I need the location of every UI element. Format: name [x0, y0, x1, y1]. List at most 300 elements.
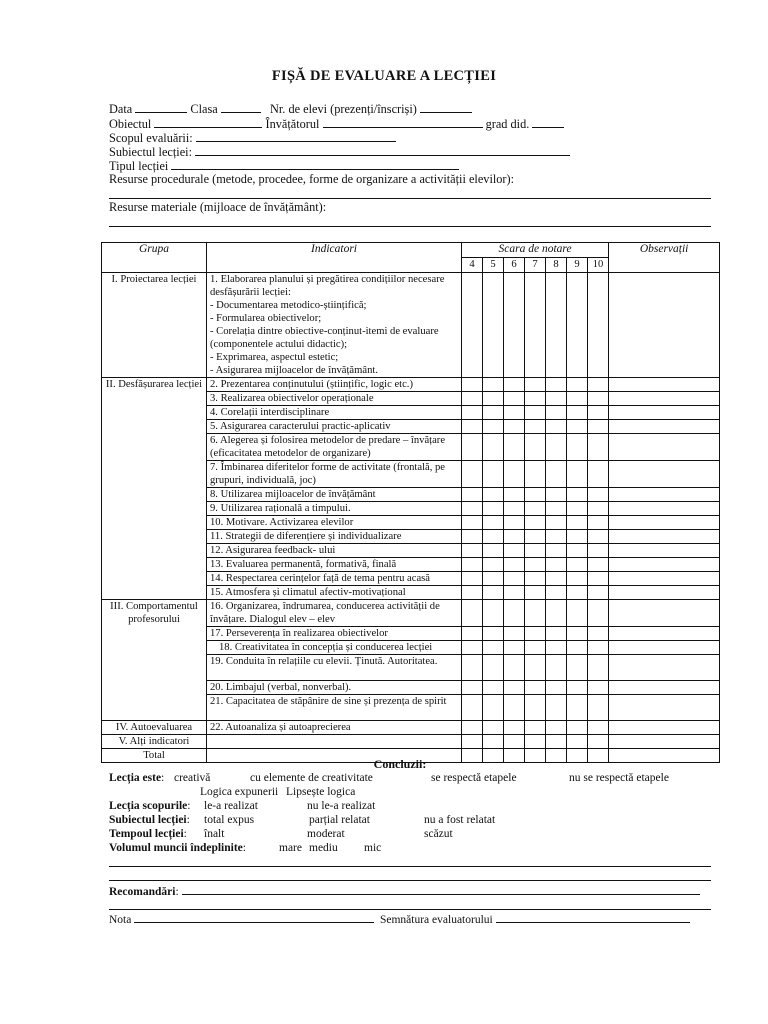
score-cell[interactable] [525, 641, 546, 655]
indicator-line: 1. Elaborarea planului și pregătirea condițiilor necesare desfășurării lecției: [210, 274, 445, 298]
score-cell[interactable] [462, 681, 483, 695]
score-cell[interactable] [504, 434, 525, 461]
score-cell[interactable] [546, 655, 567, 681]
opt-nu-se-respecta[interactable]: nu se respectă etapele [569, 772, 669, 784]
grad-label: grad did. [485, 117, 530, 131]
indicator-cell: 18. Creativitatea în concepția și conducerea lecției [207, 641, 462, 655]
score-cell[interactable] [567, 627, 588, 641]
score-cell[interactable] [525, 558, 546, 572]
observatii-cell[interactable] [609, 544, 720, 558]
score-cell[interactable] [504, 681, 525, 695]
group-cell: I. Proiectarea lecției [102, 273, 207, 378]
group-cell: IV. Autoevaluarea [102, 721, 207, 735]
observatii-cell[interactable] [609, 392, 720, 406]
indicator-cell: 22. Autoanaliza și autoaprecierea [207, 721, 462, 735]
score-cell[interactable] [483, 572, 504, 586]
group-cell: III. Comportamentul profesorului [102, 600, 207, 721]
score-cell[interactable] [588, 544, 609, 558]
observatii-cell[interactable] [609, 434, 720, 461]
score-cell[interactable] [525, 502, 546, 516]
obiectul-field[interactable] [154, 116, 262, 128]
score-cell[interactable] [588, 392, 609, 406]
score-cell[interactable] [462, 721, 483, 735]
semnatura-field[interactable] [496, 911, 690, 923]
opt-se-respecta[interactable]: se respectă etapele [431, 772, 517, 784]
score-cell[interactable] [462, 516, 483, 530]
observatii-cell[interactable] [609, 681, 720, 695]
score-cell[interactable] [462, 735, 483, 749]
subiectul-concl-label: Subiectul lecției [109, 814, 187, 826]
score-cell[interactable] [504, 461, 525, 488]
score-cell[interactable] [504, 655, 525, 681]
score-cell[interactable] [504, 502, 525, 516]
score-cell[interactable] [504, 600, 525, 627]
conclusions-title: Concluzii: [373, 757, 427, 771]
observatii-cell[interactable] [609, 502, 720, 516]
data-label: Data [109, 102, 133, 116]
score-cell[interactable] [483, 273, 504, 378]
scopurile-label: Lecția scopurile [109, 800, 188, 812]
indicator-line: - Asigurarea mijloacelor de învățământ. [210, 365, 378, 376]
score-cell[interactable] [588, 558, 609, 572]
score-cell[interactable] [588, 681, 609, 695]
col-observatii-header: Observații [609, 243, 720, 273]
lectia-este-label: Lecția este [109, 772, 162, 784]
scopurile-row: Lecția scopurile: le-a realizat nu le-a realizat [109, 800, 376, 812]
score-cell[interactable] [483, 627, 504, 641]
score-cell[interactable] [567, 558, 588, 572]
score-cell[interactable] [567, 586, 588, 600]
opt-nu-le-a-realizat[interactable]: nu le-a realizat [307, 800, 376, 812]
score-cell[interactable] [525, 721, 546, 735]
opt-mic[interactable]: mic [364, 842, 382, 854]
indicator-line: - Documentarea metodico-științifică; [210, 300, 367, 311]
score-cell[interactable] [462, 544, 483, 558]
subiectul-label: Subiectul lecției: [109, 145, 192, 159]
score-cell[interactable] [546, 627, 567, 641]
observatii-cell[interactable] [609, 641, 720, 655]
table-header-row [102, 243, 720, 258]
score-cell[interactable] [462, 434, 483, 461]
score-cell[interactable] [588, 721, 609, 735]
scale-8: 8 [546, 258, 567, 273]
score-cell[interactable] [504, 420, 525, 434]
score-cell[interactable] [567, 530, 588, 544]
opt-moderat[interactable]: moderat [307, 828, 345, 840]
score-cell[interactable] [567, 641, 588, 655]
score-cell[interactable] [483, 516, 504, 530]
score-cell[interactable] [462, 420, 483, 434]
resurse-proc-label: Resurse procedurale (metode, procedee, forme de organizare a activității elevilor): [109, 172, 515, 186]
score-cell[interactable] [483, 488, 504, 502]
indicator-cell: 5. Asigurarea caracterului practic-aplicativ [207, 420, 462, 434]
indicator-cell [207, 273, 462, 378]
score-cell[interactable] [525, 735, 546, 749]
score-cell[interactable] [483, 406, 504, 420]
score-cell[interactable] [525, 461, 546, 488]
observatii-cell[interactable] [609, 273, 720, 378]
observatii-cell[interactable] [609, 516, 720, 530]
tipul-field[interactable] [171, 158, 459, 170]
indicator-cell: 15. Atmosfera și climatul afectiv-motivațional [207, 586, 462, 600]
table-row [102, 273, 720, 378]
col-grupa-header: Grupa [102, 243, 207, 273]
score-cell[interactable] [462, 406, 483, 420]
opt-cu-elemente[interactable]: cu elemente de creativitate [250, 772, 373, 784]
score-cell[interactable] [567, 273, 588, 378]
score-cell[interactable] [504, 392, 525, 406]
score-cell[interactable] [588, 641, 609, 655]
grad-field[interactable] [532, 116, 564, 128]
table-row [102, 378, 720, 392]
scale-7: 7 [525, 258, 546, 273]
opt-lipseste-logica[interactable]: Lipsește logica [286, 786, 356, 798]
invatatorul-field[interactable] [323, 116, 483, 128]
score-cell[interactable] [588, 461, 609, 488]
score-cell[interactable] [567, 488, 588, 502]
tempoul-label: Tempoul lecției [109, 828, 184, 840]
score-cell[interactable] [567, 695, 588, 721]
score-cell[interactable] [462, 600, 483, 627]
nota-field[interactable] [134, 911, 374, 923]
score-cell[interactable] [546, 695, 567, 721]
observatii-cell[interactable] [609, 735, 720, 749]
score-cell[interactable] [588, 586, 609, 600]
indicator-cell: 14. Respectarea cerințelor față de tema pentru acasă [207, 572, 462, 586]
nota-label: Nota [109, 914, 132, 926]
score-cell[interactable] [483, 392, 504, 406]
score-cell[interactable] [462, 530, 483, 544]
score-cell[interactable] [588, 273, 609, 378]
resurse-mat-label: Resurse materiale (mijloace de învățământ): [109, 200, 327, 214]
indicator-cell: 11. Strategii de diferențiere și individualizare [207, 530, 462, 544]
tipul-label: Tipul lecției [109, 159, 169, 173]
observatii-cell[interactable] [609, 420, 720, 434]
score-cell[interactable] [588, 627, 609, 641]
score-cell[interactable] [504, 516, 525, 530]
observatii-cell[interactable] [609, 530, 720, 544]
observatii-cell[interactable] [609, 558, 720, 572]
score-cell[interactable] [588, 516, 609, 530]
score-cell[interactable] [588, 735, 609, 749]
score-cell[interactable] [483, 586, 504, 600]
recomandari-line-2[interactable] [109, 909, 711, 910]
indicator-cell: 9. Utilizarea rațională a timpului. [207, 502, 462, 516]
opt-inalt[interactable]: înalt [204, 828, 225, 840]
score-cell[interactable] [546, 461, 567, 488]
score-cell[interactable] [525, 695, 546, 721]
indicator-cell: 8. Utilizarea mijloacelor de învățământ [207, 488, 462, 502]
score-cell[interactable] [483, 735, 504, 749]
subiectul-row: Subiectul lecției: total expus parțial relatat nu a fost relatat [109, 814, 496, 826]
score-cell[interactable] [483, 641, 504, 655]
recomandari-row: Recomandări: [109, 883, 719, 899]
observatii-cell[interactable] [609, 695, 720, 721]
opt-creativa[interactable]: creativă [174, 772, 211, 784]
indicator-line: - Formularea obiectivelor; [210, 313, 322, 324]
observatii-cell[interactable] [609, 572, 720, 586]
score-cell[interactable] [504, 558, 525, 572]
score-cell[interactable] [483, 461, 504, 488]
score-cell[interactable] [483, 434, 504, 461]
score-cell[interactable] [567, 461, 588, 488]
score-cell[interactable] [588, 406, 609, 420]
score-cell[interactable] [525, 434, 546, 461]
conclusions-line-2[interactable] [109, 880, 711, 881]
score-cell[interactable] [546, 502, 567, 516]
score-cell[interactable] [483, 530, 504, 544]
score-cell[interactable] [504, 721, 525, 735]
group-cell: II. Desfășurarea lecției [102, 378, 207, 600]
table-row [102, 600, 720, 627]
score-cell[interactable] [567, 544, 588, 558]
score-cell[interactable] [504, 735, 525, 749]
score-cell[interactable] [462, 378, 483, 392]
score-cell[interactable] [588, 434, 609, 461]
score-cell[interactable] [567, 406, 588, 420]
score-cell[interactable] [588, 655, 609, 681]
score-cell[interactable] [567, 600, 588, 627]
scale-6: 6 [504, 258, 525, 273]
score-cell[interactable] [504, 627, 525, 641]
observatii-cell[interactable] [609, 378, 720, 392]
score-cell[interactable] [525, 586, 546, 600]
score-cell[interactable] [525, 378, 546, 392]
opt-mare[interactable]: mare [279, 842, 302, 854]
nota-row [109, 911, 719, 927]
score-cell[interactable] [525, 530, 546, 544]
opt-logica[interactable]: Logica expunerii [200, 786, 279, 798]
volumul-label: Volumul muncii îndeplinite [109, 842, 243, 854]
indicator-cell: 7. Îmbinarea diferitelor forme de activitate (frontală, pe grupuri, individuală, joc) [207, 461, 462, 488]
opt-mediu[interactable]: mediu [309, 842, 338, 854]
score-cell[interactable] [546, 406, 567, 420]
opt-le-a-realizat[interactable]: le-a realizat [204, 800, 258, 812]
scale-5: 5 [483, 258, 504, 273]
score-cell[interactable] [546, 378, 567, 392]
score-cell[interactable] [588, 530, 609, 544]
page-title: FIȘĂ DE EVALUARE A LECȚIEI [271, 68, 497, 84]
score-cell[interactable] [462, 641, 483, 655]
score-cell[interactable] [546, 600, 567, 627]
score-cell[interactable] [483, 378, 504, 392]
score-cell[interactable] [504, 488, 525, 502]
scopul-label: Scopul evaluării: [109, 131, 193, 145]
score-cell[interactable] [546, 516, 567, 530]
table-row [102, 721, 720, 735]
indicator-cell: 21. Capacitatea de stăpânire de sine și prezența de spirit [207, 695, 462, 721]
scale-9: 9 [567, 258, 588, 273]
scopul-field[interactable] [196, 130, 396, 142]
score-cell[interactable] [567, 420, 588, 434]
invatatorul-label: Învățătorul [265, 117, 320, 131]
score-cell[interactable] [483, 420, 504, 434]
score-cell[interactable] [546, 420, 567, 434]
recomandari-field[interactable] [182, 883, 700, 895]
score-cell[interactable] [504, 695, 525, 721]
score-cell[interactable] [546, 392, 567, 406]
score-cell[interactable] [588, 502, 609, 516]
semnatura-label: Semnătura evaluatorului [379, 914, 493, 926]
score-cell[interactable] [546, 641, 567, 655]
indicator-cell: 20. Limbajul (verbal, nonverbal). [207, 681, 462, 695]
score-cell[interactable] [483, 600, 504, 627]
opt-scazut[interactable]: scăzut [424, 828, 453, 840]
score-cell[interactable] [462, 461, 483, 488]
col-indicatori-header: Indicatori [207, 243, 462, 273]
nr-elevi-field[interactable] [420, 101, 472, 113]
score-cell[interactable] [483, 695, 504, 721]
table-row [102, 735, 720, 749]
score-cell[interactable] [525, 420, 546, 434]
nr-elevi-label: Nr. de elevi (prezenți/înscriși) [270, 102, 417, 116]
indicator-cell [207, 735, 462, 749]
score-cell[interactable] [546, 488, 567, 502]
score-cell[interactable] [504, 406, 525, 420]
header-line-1 [109, 101, 719, 117]
score-cell[interactable] [504, 641, 525, 655]
indicator-cell: 3. Realizarea obiectivelor operaționale [207, 392, 462, 406]
score-cell[interactable] [504, 544, 525, 558]
score-cell[interactable] [483, 558, 504, 572]
recomandari-label: Recomandări [109, 886, 176, 898]
score-cell[interactable] [462, 558, 483, 572]
data-field[interactable] [135, 101, 187, 113]
resurse-proc-field[interactable] [109, 198, 711, 199]
score-cell[interactable] [546, 681, 567, 695]
observatii-cell[interactable] [609, 461, 720, 488]
score-cell[interactable] [462, 627, 483, 641]
observatii-cell[interactable] [609, 655, 720, 681]
score-cell[interactable] [546, 558, 567, 572]
score-cell[interactable] [525, 655, 546, 681]
col-scara-header: Scara de notare [462, 243, 609, 258]
score-cell[interactable] [567, 516, 588, 530]
clasa-field[interactable] [221, 101, 261, 113]
score-cell[interactable] [546, 572, 567, 586]
score-cell[interactable] [567, 434, 588, 461]
opt-partial-relatat[interactable]: parțial relatat [309, 814, 370, 826]
indicator-cell: 6. Alegerea și folosirea metodelor de predare – învățare (eficacitatea metodelor de organizare) [207, 434, 462, 461]
score-cell[interactable] [525, 273, 546, 378]
score-cell[interactable] [567, 655, 588, 681]
score-cell[interactable] [546, 544, 567, 558]
score-cell[interactable] [483, 502, 504, 516]
indicator-cell: 4. Corelații interdisciplinare [207, 406, 462, 420]
opt-total-expus[interactable]: total expus [204, 814, 255, 826]
score-cell[interactable] [567, 721, 588, 735]
tempoul-row: Tempoul lecției: înalt moderat scăzut [109, 828, 453, 840]
score-cell[interactable] [525, 572, 546, 586]
observatii-cell[interactable] [609, 488, 720, 502]
score-cell[interactable] [546, 586, 567, 600]
volumul-row: Volumul muncii îndeplinite: mare mediu mic [109, 842, 382, 854]
score-cell[interactable] [525, 600, 546, 627]
lectia-este-row: Lecția este: creativă cu elemente de creativitate se respectă etapele nu se respectă etapele [109, 772, 669, 784]
score-cell[interactable] [525, 392, 546, 406]
indicator-cell: 12. Asigurarea feedback- ului [207, 544, 462, 558]
score-cell[interactable] [525, 544, 546, 558]
subiectul-field[interactable] [195, 144, 570, 156]
obiectul-label: Obiectul [109, 117, 152, 131]
score-cell[interactable] [525, 681, 546, 695]
score-cell[interactable] [504, 530, 525, 544]
score-cell[interactable] [588, 378, 609, 392]
score-cell[interactable] [525, 488, 546, 502]
score-cell[interactable] [483, 681, 504, 695]
opt-nu-a-fost-relatat[interactable]: nu a fost relatat [424, 814, 496, 826]
indicator-cell: 17. Perseverența în realizarea obiectivelor [207, 627, 462, 641]
score-cell[interactable] [525, 516, 546, 530]
score-cell[interactable] [483, 721, 504, 735]
score-cell[interactable] [483, 544, 504, 558]
score-cell[interactable] [546, 721, 567, 735]
score-cell[interactable] [588, 572, 609, 586]
score-cell[interactable] [504, 572, 525, 586]
indicator-cell: 10. Motivare. Activizarea elevilor [207, 516, 462, 530]
score-cell[interactable] [462, 586, 483, 600]
observatii-cell[interactable] [609, 586, 720, 600]
conclusions-line-1[interactable] [109, 866, 711, 867]
score-cell[interactable] [504, 586, 525, 600]
score-cell[interactable] [588, 420, 609, 434]
observatii-cell[interactable] [609, 627, 720, 641]
indicator-cell: 16. Organizarea, îndrumarea, conducerea activității de învățare. Dialogul elev – elev [207, 600, 462, 627]
scale-4: 4 [462, 258, 483, 273]
score-cell[interactable] [462, 488, 483, 502]
score-cell[interactable] [567, 392, 588, 406]
score-cell[interactable] [567, 735, 588, 749]
score-cell[interactable] [462, 655, 483, 681]
score-cell[interactable] [567, 681, 588, 695]
score-cell[interactable] [462, 572, 483, 586]
indicator-cell: 2. Prezentarea conținutului (științific, logic etc.) [207, 378, 462, 392]
score-cell[interactable] [567, 572, 588, 586]
group-cell: Total [102, 749, 207, 763]
score-cell[interactable] [546, 530, 567, 544]
evaluation-table [101, 242, 720, 763]
score-cell[interactable] [567, 378, 588, 392]
score-cell[interactable] [567, 502, 588, 516]
score-cell[interactable] [504, 273, 525, 378]
score-cell[interactable] [462, 273, 483, 378]
score-cell[interactable] [588, 695, 609, 721]
scale-10: 10 [588, 258, 609, 273]
indicator-line: - Corelația dintre obiective-conținut-itemi de evaluare (componentele actului didactic); [210, 326, 439, 350]
clasa-label: Clasa [190, 102, 218, 116]
observatii-cell[interactable] [609, 721, 720, 735]
score-cell[interactable] [546, 735, 567, 749]
score-cell[interactable] [483, 655, 504, 681]
score-cell[interactable] [588, 488, 609, 502]
resurse-mat-field[interactable] [109, 226, 711, 227]
score-cell[interactable] [462, 502, 483, 516]
score-cell[interactable] [462, 392, 483, 406]
indicator-line: - Exprimarea, aspectul estetic; [210, 352, 339, 363]
group-cell: V. Alți indicatori [102, 735, 207, 749]
indicator-cell: 19. Conduita în relațiile cu elevii. Ținută. Autoritatea. [207, 655, 462, 681]
score-cell[interactable] [525, 627, 546, 641]
score-cell[interactable] [546, 273, 567, 378]
observatii-cell[interactable] [609, 600, 720, 627]
score-cell[interactable] [588, 600, 609, 627]
observatii-cell[interactable] [609, 406, 720, 420]
indicator-cell: 13. Evaluarea permanentă, formativă, finală [207, 558, 462, 572]
score-cell[interactable] [504, 378, 525, 392]
score-cell[interactable] [525, 406, 546, 420]
score-cell[interactable] [462, 695, 483, 721]
score-cell[interactable] [546, 434, 567, 461]
